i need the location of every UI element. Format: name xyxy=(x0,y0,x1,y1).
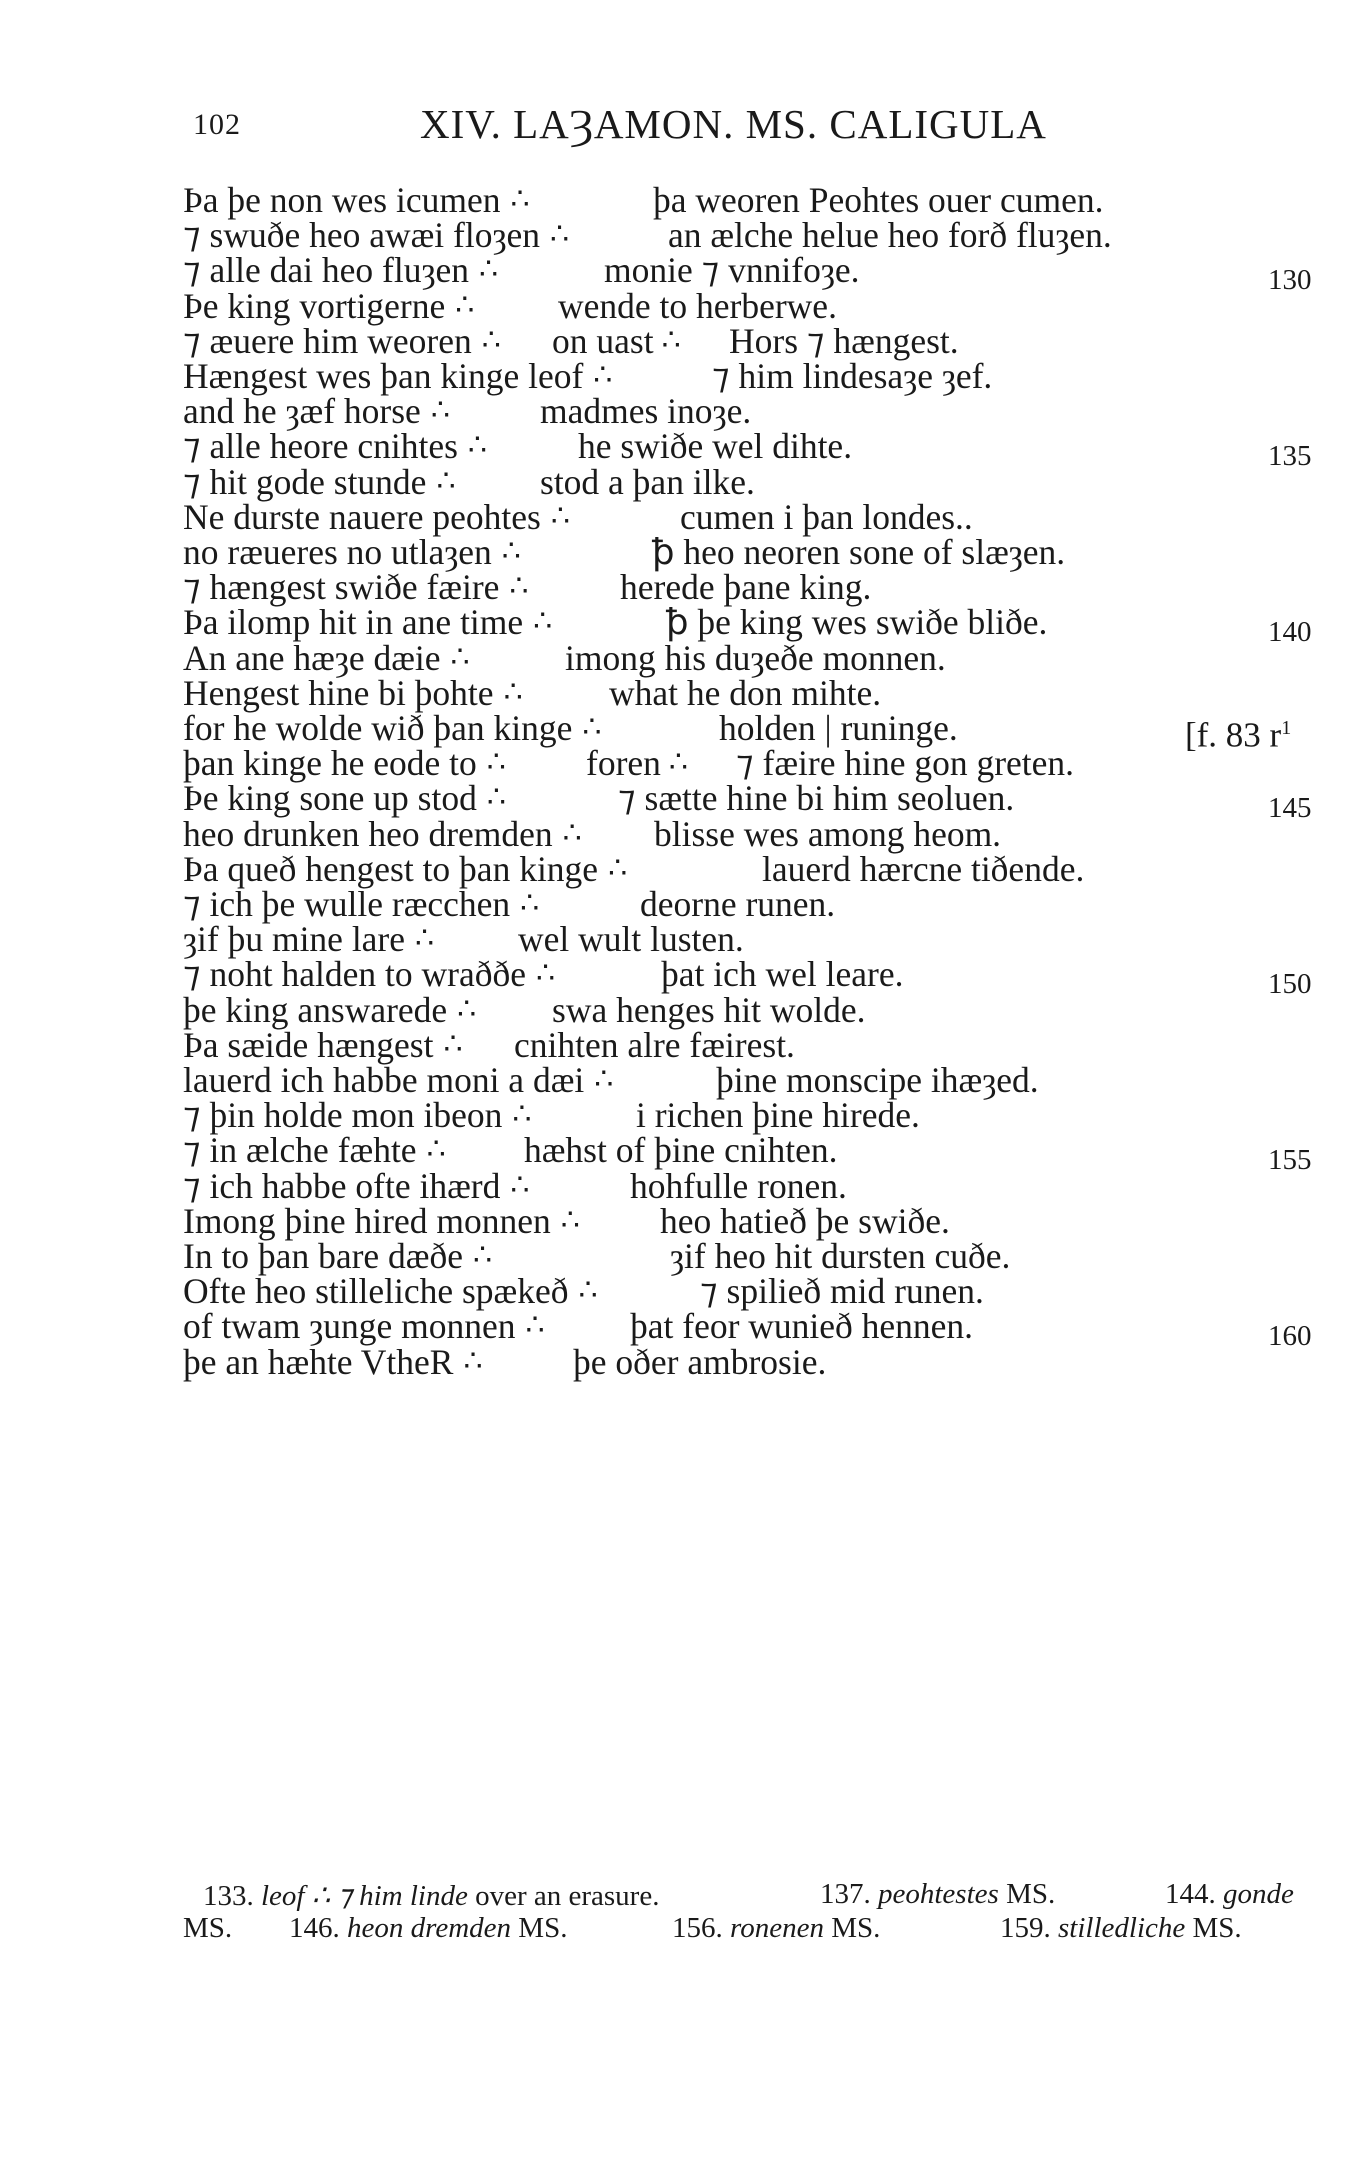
verse-half-b: foren xyxy=(586,743,661,784)
line-number: 160 xyxy=(1268,1320,1312,1353)
verse-half-a: ⁊ in ælche fæhte xyxy=(183,1130,417,1171)
verse-half-b: what he don mihte. xyxy=(609,672,882,713)
footnote-line-ref: 146. xyxy=(289,1912,347,1944)
punctus-mark: ∴ xyxy=(436,464,456,498)
footnote-line xyxy=(0,1912,1352,1952)
verse-half-b: on uast xyxy=(552,320,654,361)
verse-half-a: for he wolde wið þan kinge xyxy=(183,708,573,748)
verse-half-b: ꝥ heo neoren sone of slæȝen. xyxy=(652,532,1066,572)
verse-half-b: swa henges hit wolde. xyxy=(552,989,866,1030)
footnote-reading: heon dremden xyxy=(347,1912,512,1944)
verse-line xyxy=(0,1337,1352,1387)
verse-half-a: Imong þine hired monnen xyxy=(183,1200,551,1241)
verse-half-a: An ane hæȝe dæie xyxy=(183,637,441,678)
punctus-mark: ∴ xyxy=(478,253,499,287)
punctus-mark: ∴ xyxy=(608,851,628,885)
punctus-mark: ∴ xyxy=(510,183,530,216)
punctus-mark: ∴ xyxy=(455,288,475,322)
punctus-mark: ∴ xyxy=(550,499,570,533)
verse-half-a: þe king answarede xyxy=(183,989,448,1030)
verse-half-a: þan kinge he eode to xyxy=(183,743,477,784)
verse-half-b: stod a þan ilke. xyxy=(540,461,755,502)
line-number: 130 xyxy=(1268,264,1312,297)
footnote-line-ref: 156. xyxy=(672,1912,730,1944)
punctus-mark: ∴ xyxy=(520,887,540,920)
verse-half-a: ⁊ noht halden to wraððe xyxy=(183,954,526,995)
verse-half-b: heo hatieð þe swiðe. xyxy=(660,1200,950,1241)
punctus-mark: ∴ xyxy=(510,1168,530,1202)
punctus-mark: ∴ xyxy=(486,746,506,780)
verse-half-b: þat ich wel leare. xyxy=(661,954,904,995)
verse-half-a: and he ȝæf horse xyxy=(183,391,421,432)
footnote-comment: MS. xyxy=(511,1912,568,1944)
footnote-reading: ronenen xyxy=(730,1912,824,1944)
footnote-entry xyxy=(672,1912,880,1945)
verse-half-b: ⁊ sætte hine bi him seoluen. xyxy=(618,778,1015,819)
verse-half-c: ⁊ fæire hine gon greten. xyxy=(736,743,1075,784)
punctus-mark: ∴ xyxy=(426,1133,446,1167)
verse-half-a: ⁊ swuðe heo awæi floȝen xyxy=(183,215,541,256)
verse-half-b: cumen i þan londes.. xyxy=(680,496,973,537)
verse-half-a: In to þan bare dæðe xyxy=(183,1236,463,1276)
line-number: 140 xyxy=(1268,616,1312,649)
footnote-comment: MS. xyxy=(1185,1912,1242,1944)
verse-half-b: ⁊ him lindesaȝe ȝef. xyxy=(712,356,993,396)
verse-half-a: heo drunken heo dremden xyxy=(183,813,553,854)
verse-half-a: Ne durste nauere peohtes xyxy=(183,496,541,537)
punctus-mark: ∴ xyxy=(486,781,506,815)
page-header xyxy=(0,100,1352,160)
verse-half-b: hæhst of þine cnihten. xyxy=(524,1130,838,1171)
footnote-entry xyxy=(183,1912,232,1945)
footnote-reading: stilledliche xyxy=(1058,1912,1186,1944)
verse-half-b: lauerd hærcne tiðende. xyxy=(762,848,1085,889)
punctus-mark: ∴ xyxy=(463,1344,483,1378)
verse-half-b: deorne runen. xyxy=(640,884,836,924)
punctus-mark: ∴ xyxy=(509,570,529,604)
line-number: 135 xyxy=(1268,440,1312,473)
verse-half-b: an ælche helue heo forð fluȝen. xyxy=(668,215,1112,256)
verse-half-a: Hengest hine bi þohte xyxy=(183,672,494,713)
punctus-mark: ∴ xyxy=(594,1063,614,1096)
verse-half-a: ⁊ ich habbe ofte ihærd xyxy=(183,1165,501,1206)
footnote-entry xyxy=(203,1878,659,1913)
verse-half-b: holden | runinge. xyxy=(719,708,958,748)
verse-half-a: ⁊ hængest swiðe fæire xyxy=(183,567,500,608)
punctus-mark: ∴ xyxy=(415,922,435,956)
punctus-mark: ∴ xyxy=(661,323,681,357)
punctus-mark: ∴ xyxy=(481,323,501,357)
verse-half-a: Þa þe non wes icumen xyxy=(183,180,501,220)
footnote-line-ref: 137. xyxy=(820,1878,878,1910)
folio-note-superscript: 1 xyxy=(1281,717,1292,739)
punctus-mark: ∴ xyxy=(668,746,688,780)
line-number: 150 xyxy=(1268,968,1312,1001)
footnote-reading: gonde xyxy=(1223,1878,1294,1910)
verse-half-b: cnihten alre fæirest. xyxy=(514,1024,795,1065)
footnote-comment: MS. xyxy=(998,1878,1056,1910)
footnote-reading: peohtestes xyxy=(878,1878,999,1910)
verse-half-a: Hængest wes þan kinge leof xyxy=(183,356,584,396)
line-number: 155 xyxy=(1268,1144,1312,1177)
punctus-mark: ∴ xyxy=(525,1309,545,1343)
verse-half-a: ⁊ æuere him weoren xyxy=(183,320,472,361)
punctus-mark: ∴ xyxy=(450,640,470,674)
footnote-entry xyxy=(1000,1912,1242,1945)
verse-half-b: herede þane king. xyxy=(620,567,872,608)
verse-half-b: wel wult lusten. xyxy=(518,919,744,960)
running-title: XIV. LAȜAMON. MS. CALIGULA xyxy=(420,101,1047,147)
verse-half-b: þat feor wunieð hennen. xyxy=(630,1306,974,1347)
verse-half-a: lauerd ich habbe moni a dæi xyxy=(183,1060,585,1100)
punctus-mark: ∴ xyxy=(582,711,602,744)
verse-half-a: Þa sæide hængest xyxy=(183,1024,434,1065)
footnote-entry xyxy=(1165,1878,1294,1911)
line-number: 145 xyxy=(1268,792,1312,825)
verse-half-b: þe oðer ambrosie. xyxy=(573,1341,827,1382)
verse-half-b: ȝif heo hit dursten cuðe. xyxy=(670,1236,1011,1276)
punctus-mark: ∴ xyxy=(430,394,450,428)
punctus-mark: ∴ xyxy=(512,1098,532,1132)
verse-half-a: ⁊ alle dai heo fluȝen xyxy=(183,250,469,291)
verse-half-a: of twam ȝunge monnen xyxy=(183,1306,516,1347)
verse-half-b: monie ⁊ vnnifoȝe. xyxy=(604,250,860,291)
verse-half-b: þine monscipe ihæȝed. xyxy=(716,1060,1039,1100)
punctus-mark: ∴ xyxy=(535,957,556,991)
punctus-mark: ∴ xyxy=(472,1239,493,1272)
verse-half-b: ꝥ þe king wes swiðe bliðe. xyxy=(666,602,1048,643)
footnote-comment: over an erasure. xyxy=(467,1880,660,1912)
verse-half-a: Þe king sone up stod xyxy=(183,778,477,819)
verse-half-a: Þa ilomp hit in ane time xyxy=(183,602,524,643)
verse-half-b: he swiðe wel dihte. xyxy=(578,426,853,467)
page-number: 102 xyxy=(193,108,241,141)
verse-half-b: hohfulle ronen. xyxy=(630,1165,847,1206)
verse-half-b: i richen þine hirede. xyxy=(636,1095,920,1136)
footnote-reading: leof ∴ ⁊ him linde xyxy=(261,1880,468,1912)
verse-half-a: Þe king vortigerne xyxy=(183,285,446,326)
punctus-mark: ∴ xyxy=(533,605,553,639)
footnote-line-ref: 159. xyxy=(1000,1912,1058,1944)
punctus-mark: ∴ xyxy=(562,816,582,850)
verse-half-b: imong his duȝeðe monnen. xyxy=(565,637,946,678)
verse-half-a: ⁊ alle heore cnihtes xyxy=(183,426,458,467)
punctus-mark: ∴ xyxy=(560,1203,580,1237)
verse-half-b: þa weoren Peohtes ouer cumen. xyxy=(653,180,1104,220)
verse-half-a: ⁊ þin holde mon ibeon xyxy=(183,1095,503,1136)
verse-half-a: ⁊ ich þe wulle ræcchen xyxy=(183,884,511,924)
verse-half-a: ȝif þu mine lare xyxy=(183,919,406,960)
verse-half-b: wende to herberwe. xyxy=(558,285,837,326)
punctus-mark: ∴ xyxy=(443,1027,463,1061)
punctus-mark: ∴ xyxy=(503,675,523,709)
footnote-line-ref: 133. xyxy=(203,1880,261,1912)
folio-note-text: [f. 83 r xyxy=(1185,715,1282,755)
punctus-mark: ∴ xyxy=(457,992,477,1026)
footnote-entry xyxy=(289,1912,567,1945)
verse-half-b: blisse wes among heom. xyxy=(654,813,1002,854)
verse-half-c: Hors ⁊ hængest. xyxy=(729,320,959,361)
footnote-entry xyxy=(820,1878,1055,1911)
verse-half-a: Ofte heo stilleliche spækeð xyxy=(183,1271,569,1312)
punctus-mark: ∴ xyxy=(593,359,613,392)
punctus-mark: ∴ xyxy=(467,429,487,463)
verse-half-a: þe an hæhte VtheR xyxy=(183,1341,454,1382)
verse-half-a: Þa queð hengest to þan kinge xyxy=(183,848,599,889)
footnote-comment: MS. xyxy=(183,1912,233,1944)
verse-half-b: madmes inoȝe. xyxy=(540,391,752,432)
verse-half-a: no ræueres no utlaȝen xyxy=(183,532,492,572)
footnote-comment: MS. xyxy=(823,1912,881,1944)
verse-half-b: ⁊ spilieð mid runen. xyxy=(700,1271,984,1312)
punctus-mark: ∴ xyxy=(578,1274,598,1308)
punctus-mark: ∴ xyxy=(501,535,521,568)
punctus-mark: ∴ xyxy=(550,218,570,252)
verse-half-a: ⁊ hit gode stunde xyxy=(183,461,427,502)
footnote-line-ref: 144. xyxy=(1165,1878,1223,1910)
